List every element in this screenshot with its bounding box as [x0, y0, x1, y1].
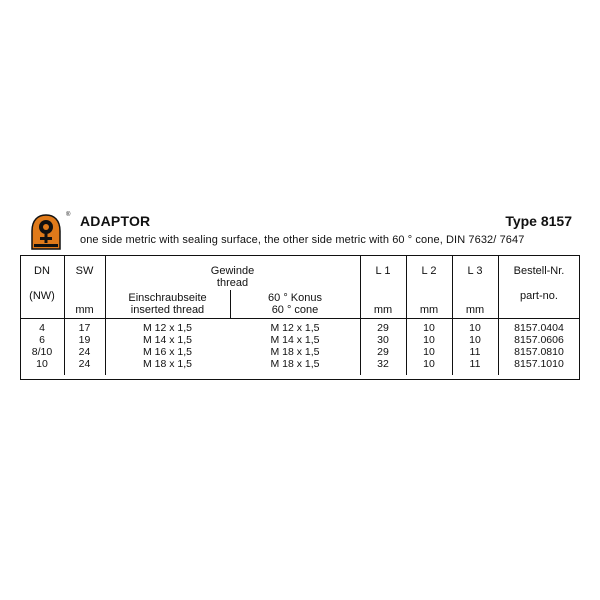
row-inserted-thread: M 18 x 1,5 [142, 358, 193, 370]
row-part-no: 8157.1010 [514, 358, 564, 370]
row-part-no: 8157.0606 [514, 334, 564, 346]
row-cone-thread: M 18 x 1,5 [270, 358, 320, 370]
row-sw: 17 [78, 322, 91, 334]
header-l3: L 3 [467, 265, 483, 277]
row-l3: 11 [469, 358, 481, 370]
row-part-no: 8157.0404 [514, 322, 564, 334]
page-title: ADAPTOR [80, 213, 151, 229]
row-l3: 11 [469, 346, 481, 358]
header-dn: DN [34, 265, 50, 277]
row-sw: 24 [78, 346, 91, 358]
row-l1: 30 [377, 334, 389, 346]
row-inserted-thread: M 14 x 1,5 [142, 334, 193, 346]
header-sw-unit: mm [75, 304, 94, 316]
row-l2: 10 [423, 358, 435, 370]
header-l1-unit: mm [373, 304, 393, 316]
header-cone: 60 ° cone [271, 304, 319, 316]
header-partno: part-no. [520, 290, 558, 302]
row-dn: 4 [39, 322, 45, 334]
brand-logo-icon [28, 213, 74, 251]
header-l2: L 2 [421, 265, 437, 277]
row-l1: 29 [377, 322, 389, 334]
row-sw: 24 [78, 358, 91, 370]
row-l1: 32 [377, 358, 389, 370]
header-gewinde: Gewinde [210, 265, 255, 277]
row-l1: 29 [377, 346, 389, 358]
row-l2: 10 [423, 334, 435, 346]
registered-mark: ® [66, 212, 71, 218]
header-divider [20, 318, 580, 319]
header-thread: thread [216, 277, 249, 289]
row-l2: 10 [423, 346, 435, 358]
header-bestell: Bestell-Nr. [513, 265, 565, 277]
row-part-no: 8157.0810 [514, 346, 564, 358]
header-sw: SW [75, 265, 94, 277]
header-einschraub: Einschraubseite [128, 292, 207, 304]
row-dn: 6 [39, 334, 45, 346]
row-dn: 10 [36, 358, 48, 370]
header-l1: L 1 [375, 265, 391, 277]
type-label: Type 8157 [505, 213, 572, 229]
header-inserted: inserted thread [130, 304, 205, 316]
row-inserted-thread: M 16 x 1,5 [142, 346, 193, 358]
header-l3-unit: mm [465, 304, 485, 316]
header-konus: 60 ° Konus [268, 292, 322, 304]
row-cone-thread: M 14 x 1,5 [270, 334, 320, 346]
subtitle: one side metric with sealing surface, the other side metric with 60 ° cone, DIN 7632/ 7647 [80, 234, 525, 246]
header-nw: (NW) [29, 290, 55, 302]
row-sw: 19 [78, 334, 91, 346]
row-cone-thread: M 12 x 1,5 [270, 322, 320, 334]
row-l2: 10 [423, 322, 435, 334]
row-inserted-thread: M 12 x 1,5 [142, 322, 193, 334]
row-l3: 10 [469, 334, 481, 346]
row-dn: 8/10 [31, 346, 53, 358]
row-cone-thread: M 18 x 1,5 [270, 346, 320, 358]
header-l2-unit: mm [419, 304, 439, 316]
row-l3: 10 [469, 322, 481, 334]
